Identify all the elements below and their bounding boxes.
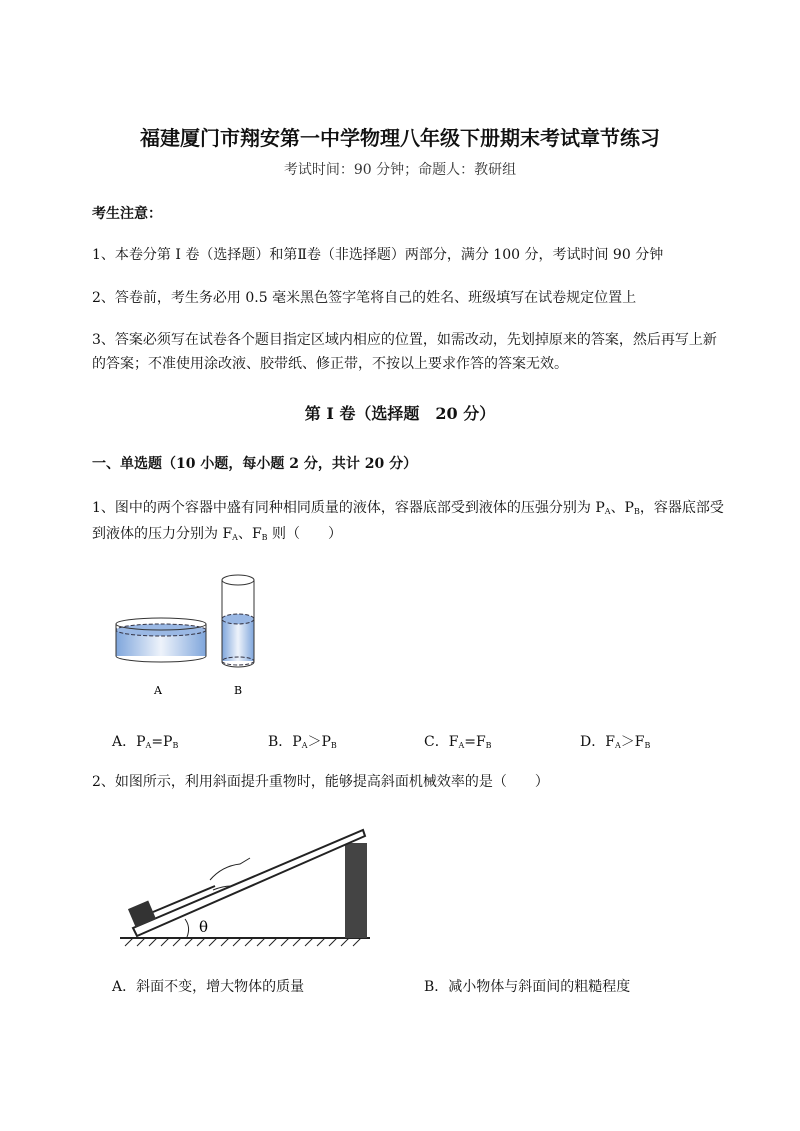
section-title: 第 I 卷（选择题 20 分） <box>304 404 496 423</box>
sub: A <box>458 741 465 750</box>
notice-item: 2、答卷前，考生务必用 0.5 毫米黑色签字笔将自己的姓名、班级填写在试卷规定位置上 <box>92 290 637 306</box>
q1-text-line2 <box>92 523 342 543</box>
sub: A <box>301 741 308 750</box>
notice-item: 的答案；不准使用涂改液、胶带纸、修正带，不按以上要求作答的答案无效。 <box>92 356 568 372</box>
q1-text-line1 <box>92 497 724 517</box>
notice-item: 1、本卷分第 I 卷（选择题）和第Ⅱ卷（非选择题）两部分，满分 100 分，考试时间 90 分钟 <box>92 247 664 263</box>
v: P <box>292 734 302 750</box>
q2-text: 2、如图所示，利用斜面提升重物时，能够提高斜面机械效率的是（ ） <box>92 774 549 790</box>
sub: A <box>145 741 152 750</box>
sub: B <box>644 741 651 750</box>
sub: B <box>485 741 492 750</box>
op: ＞P <box>307 734 331 750</box>
q1-option-b[interactable] <box>268 731 337 751</box>
op: ＞F <box>620 734 645 750</box>
q2-option-b[interactable]: B．减小物体与斜面间的粗糙程度 <box>424 979 631 995</box>
v: F <box>448 734 459 750</box>
key: C． <box>424 734 449 750</box>
text: 到液体的压力分别为 F <box>92 526 233 542</box>
v: F <box>605 734 615 750</box>
q1-option-a[interactable] <box>112 731 178 751</box>
angle-label: θ <box>199 918 209 936</box>
v: P <box>136 734 146 750</box>
text: ，容器底部受 <box>639 500 724 516</box>
incline-figure <box>115 818 375 950</box>
q1-option-c[interactable] <box>424 731 492 751</box>
figure-label: B <box>233 684 243 697</box>
key: A． <box>112 734 137 750</box>
op: =F <box>464 734 486 750</box>
text: 则（ ） <box>267 526 343 542</box>
containers-figure <box>110 572 270 702</box>
sub: A <box>232 533 238 542</box>
sub: A <box>604 507 611 516</box>
part-heading: 一、单选题（10 小题，每小题 2 分，共计 20 分） <box>92 456 418 472</box>
text: 、P <box>610 500 634 516</box>
op: =P <box>151 734 173 750</box>
exam-info: 考试时间：90 分钟；命题人：教研组 <box>283 162 517 178</box>
notice-heading: 考生注意： <box>92 206 162 222</box>
text: 、F <box>237 526 262 542</box>
sub: B <box>633 507 640 516</box>
figure-label: A <box>154 684 162 697</box>
key: B． <box>268 734 293 750</box>
sub: B <box>330 741 337 750</box>
q2-option-a[interactable]: A．斜面不变，增大物体的质量 <box>112 979 305 995</box>
q1-option-d[interactable] <box>580 731 650 751</box>
text: 1、图中的两个容器中盛有同种相同质量的液体，容器底部受到液体的压强分别为 P <box>92 500 605 516</box>
sub: A <box>614 741 621 750</box>
key: D． <box>580 734 606 750</box>
page-title: 福建厦门市翔安第一中学物理八年级下册期末考试章节练习 <box>140 126 660 150</box>
notice-item: 3、答案必须写在试卷各个题目指定区域内相应的位置，如需改动，先划掉原来的答案，然后再写上新 <box>92 332 717 348</box>
sub: B <box>261 533 268 542</box>
sub: B <box>172 741 179 750</box>
